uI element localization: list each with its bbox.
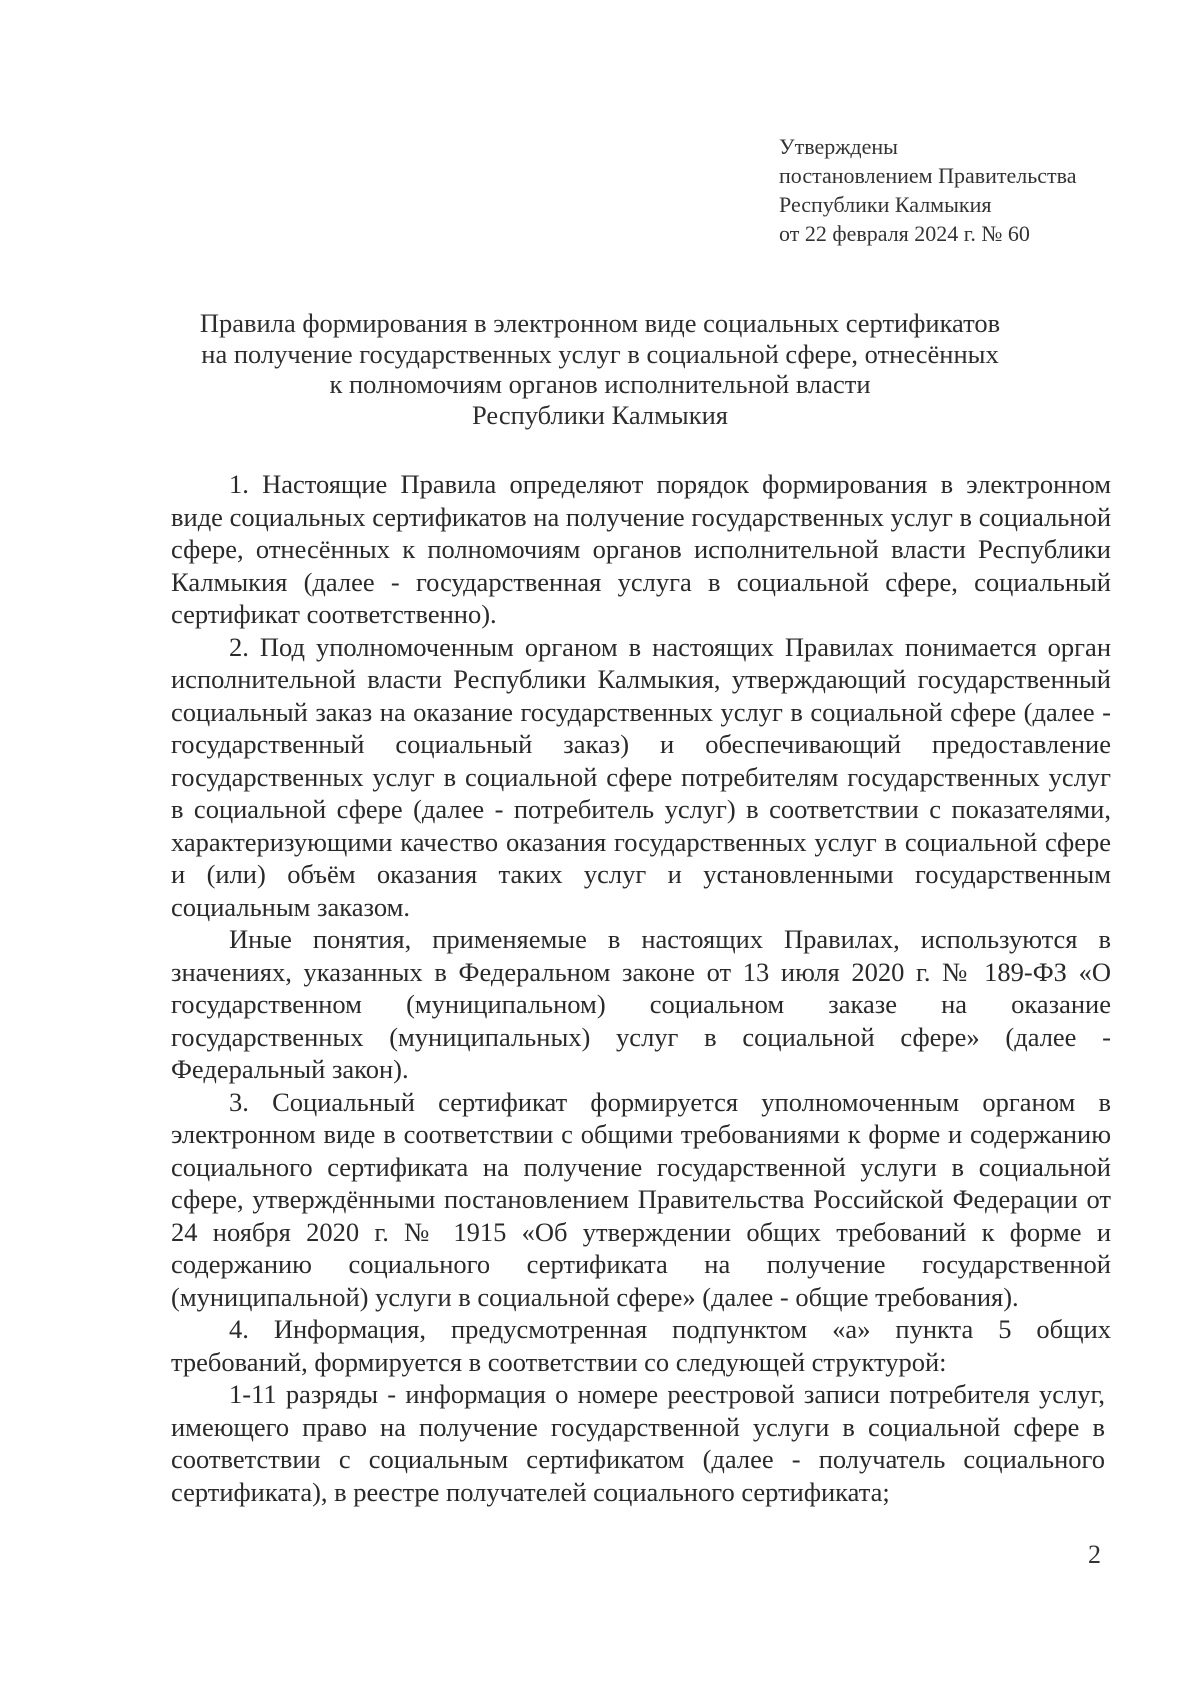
paragraph-1: 1. Настоящие Правила определяют порядок формирования в электронном виде социальных сертификатов на получение государственных услуг в социальной сфере, отнесённых к полномочиям органов исполнительной власти Республики Калмыкия (далее - государственная услуга в социальной сфере, социальный сертификат соответственно). — [171, 469, 1111, 629]
paragraph-3: 3. Социальный сертификат формируется уполномоченным органом в электронном виде в соответствии с общими требованиями к форме и содержанию социального сертификата на получение государственной услуги в социальной сфере, утверждёнными постановлением Правительства Российской Федерации от 24 ноября 2020 г. № 1915 «Об утверждении общих требований к форме и содержанию социального сертификата на получение государственной (муниципальной) услуги в социальной сфере» (далее - общие требования). — [171, 1086, 1111, 1312]
title-line: к полномочиям органов исполнительной власти — [329, 369, 871, 399]
document-title — [150, 308, 1050, 430]
page-number: 2 — [1088, 1540, 1101, 1569]
title-line: Республики Калмыкия — [472, 399, 728, 430]
paragraph-4: 4. Информация, предусмотренная подпунктом «а» пункта 5 общих требований, формируется в соответствии со следующей структурой: — [171, 1314, 1111, 1377]
approval-line: Утверждены — [779, 134, 898, 159]
paragraph-digits-1-11: 1-11 разряды - информация о номере реестровой записи потребителя услуг, имеющего право на получение государственной услуги в социальной сфере в соответствии с социальным сертификатом (далее - получатель социального сертификата), в реестре получателей социального сертификата; — [171, 1379, 1105, 1507]
title-line: Правила формирования в электронном виде социальных сертификатов — [199, 308, 1001, 338]
approval-line: Республики Калмыкия — [779, 192, 992, 217]
paragraph-2: 2. Под уполномоченным органом в настоящих Правилах понимается орган исполнительной власти Республики Калмыкия, утверждающий государственный социальный заказ на оказание государственных услуг в социальной сфере (далее - государственный социальный заказ) и обеспечивающий предоставление государственных услуг в социальной сфере потребителям государственных услуг в социальной сфере (далее - потребитель услуг) в соответствии с показателями, характеризующими качество оказания государственных услуг в социальной сфере и (или) объём оказания таких услуг и установленными государственным социальным заказом. — [171, 631, 1111, 922]
approval-block — [779, 132, 1077, 248]
approval-line: от 22 февраля 2024 г. № 60 — [779, 221, 1030, 246]
approval-line: постановлением Правительства — [779, 163, 1077, 188]
document-body — [171, 468, 1111, 1508]
title-line: на получение государственных услуг в социальной сфере, отнесённых — [201, 338, 999, 369]
paragraph-definitions: Иные понятия, применяемые в настоящих Правилах, используются в значениях, указанных в Федеральном законе от 13 июля 2020 г. № 189-ФЗ «О государственном (муниципальном) социальном заказе на оказание государственных (муниципальных) услуг в социальной сфере» (далее - Федеральный закон). — [171, 924, 1111, 1084]
